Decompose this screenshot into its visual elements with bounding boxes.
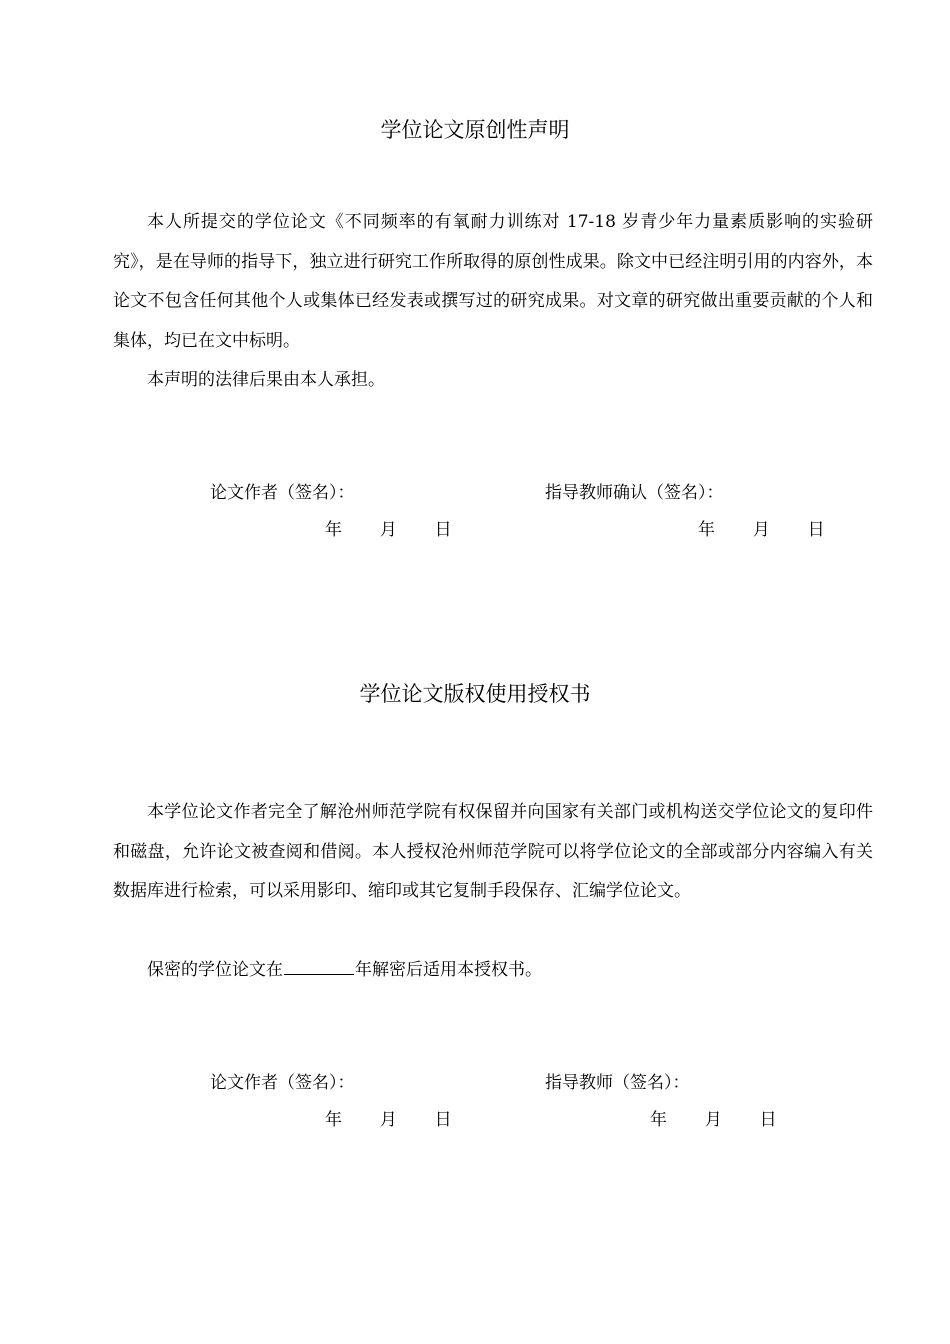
year-label: 年 [698, 520, 715, 540]
year-label: 年 [650, 1110, 667, 1130]
month-label: 月 [704, 1110, 722, 1130]
secret-text-after: 年解密后适用本授权书。 [355, 960, 542, 980]
authorization-secret-note [113, 951, 873, 991]
day-label: 日 [434, 1110, 452, 1130]
authorization-author-date [325, 1108, 452, 1132]
declaration-legal-note: 本声明的法律后果由本人承担。 [147, 370, 385, 390]
day-label: 日 [759, 1110, 777, 1130]
authorization-paragraph: 本学位论文作者完全了解沧州师范学院有权保留并向国家有关部门或机构送交学位论文的复印件和磁盘，允许论文被查阅和借阅。本人授权沧州师范学院可以将学位论文的全部或部分内容编入有关数据库进行检索，可以采用影印、缩印或其它复制手段保存、汇编学位论文。 [113, 802, 873, 901]
day-label: 日 [807, 520, 825, 540]
month-label: 月 [379, 1110, 397, 1130]
secret-text-before: 保密的学位论文在 [147, 960, 283, 980]
declaration-author-signature-label: 论文作者（签名）： [210, 483, 355, 503]
declaration-author-date [325, 518, 452, 542]
authorization-advisor-date [650, 1108, 777, 1132]
declaration-paragraph: 本人所提交的学位论文《不同频率的有氧耐力训练对 17-18 岁青少年力量素质影响的实验研究》，是在导师的指导下，独立进行研究工作所取得的原创性成果。除文中已经注明引用的内容外，本论文不包含任何其他个人或集体已经发表或撰写过的研究成果。对文章的研究做出重要贡献的个人和集体，均已在文中标明。 [113, 212, 873, 351]
authorization-advisor-signature-label: 指导教师（签名）： [545, 1073, 690, 1093]
month-label: 月 [379, 520, 397, 540]
year-label: 年 [325, 1110, 342, 1130]
month-label: 月 [752, 520, 770, 540]
year-label: 年 [325, 520, 342, 540]
years-blank[interactable] [284, 958, 354, 975]
declaration-advisor-signature-label: 指导教师确认（签名）： [545, 483, 724, 503]
declaration-title: 学位论文原创性声明 [380, 118, 570, 142]
declaration-advisor-date [698, 518, 825, 542]
authorization-title: 学位论文版权使用授权书 [359, 682, 591, 706]
authorization-author-signature-label: 论文作者（签名）： [210, 1073, 355, 1093]
day-label: 日 [434, 520, 452, 540]
